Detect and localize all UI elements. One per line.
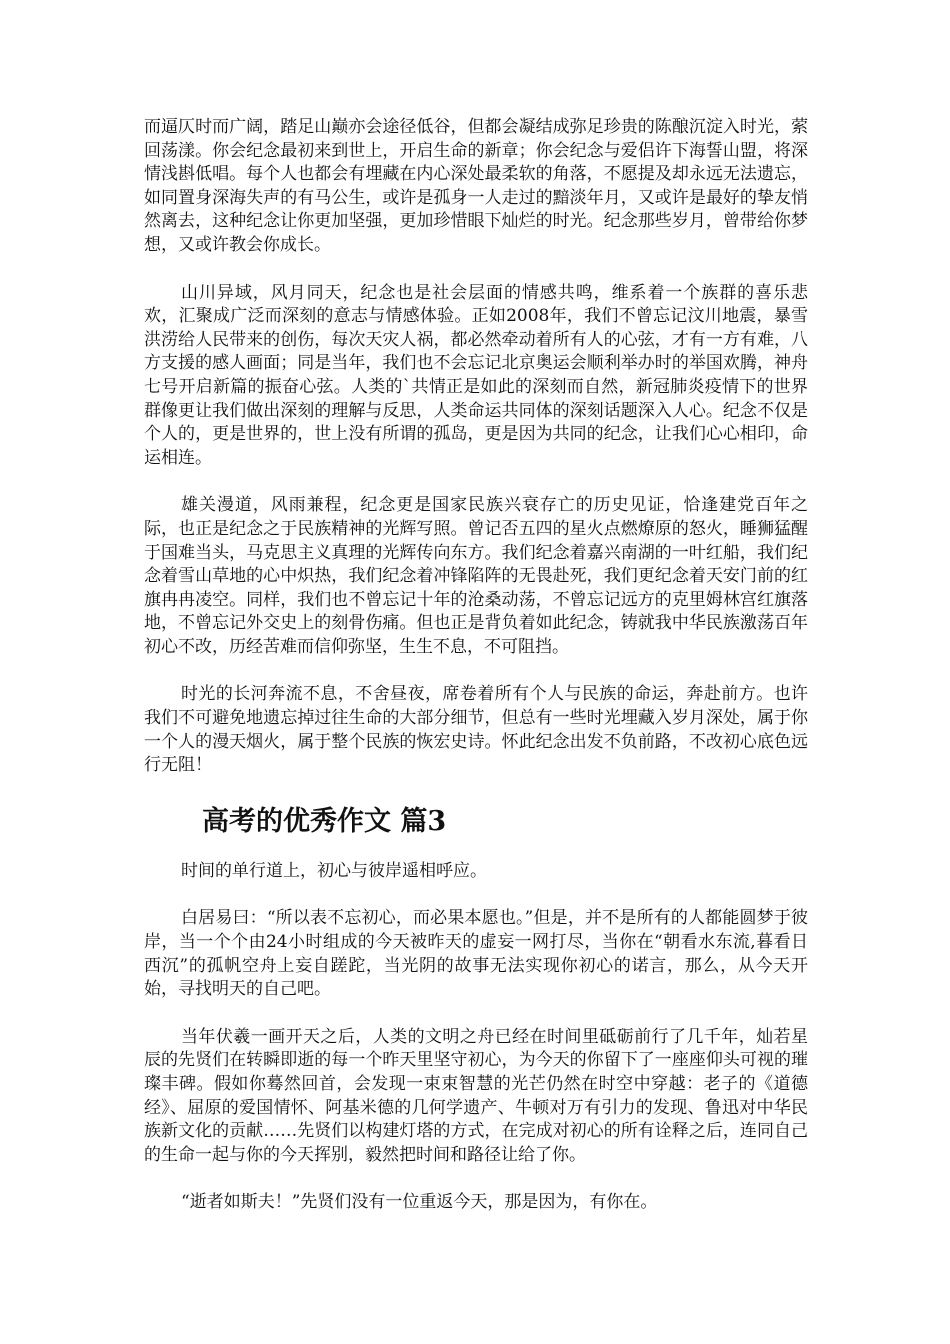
essay-body <box>144 116 808 1239</box>
section-heading: 高考的优秀作文 篇3 <box>202 805 447 837</box>
paragraph: 雄关漫道，风雨兼程，纪念更是国家民族兴衰存亡的历史见证，恰逢建党百年之际，也正是纪念之于民族精神的光辉写照。曾记否五四的星火点燃燎原的怒火，睡狮猛醒于国难当头，马克思主义真理的光辉传向东方。我们纪念着嘉兴南湖的一叶红船，我们纪念着雪山草地的心中炽热，我们纪念着冲锋陷阵的无畏赴死，我们更纪念着天安门前的红旗冉冉凌空。同样，我们也不曾忘记十年的沧桑动荡，不曾忘记远方的克里姆林宫红旗落地，不曾忘记外交史上的刻骨伤痛。但也正是背负着如此纪念，铸就我中华民族激荡百年初心不改，历经苦难而信仰弥坚，生生不息，不可阻挡。 <box>144 495 808 657</box>
paragraph: 山川异域，风月同天，纪念也是社会层面的情感共鸣，维系着一个族群的喜乐悲欢，汇聚成广泛而深刻的意志与情感体验。正如2008年，我们不曾忘记汶川地震，暴雪洪涝给人民带来的创伤，每次天灾人祸，都必然牵动着所有人的心弦，才有一方有难，八方支援的感人画面；同是当年，我们也不会忘记北京奥运会顺利举办时的举国欢腾，神舟七号开启新篇的振奋心弦。人类的`共情正是如此的深刻而自然，新冠肺炎疫情下的世界群像更让我们做出深刻的理解与反思，人类命运共同体的深刻话题深入人心。纪念不仅是个人的，更是世界的，世上没有所谓的孤岛，更是因为共同的纪念，让我们心心相印，命运相连。 <box>144 282 808 468</box>
paragraph: “逝者如斯夫！”先贤们没有一位重返今天，那是因为，有你在。 <box>181 1192 658 1213</box>
paragraph-continued: 而逼仄时而广阔，踏足山巅亦会途径低谷，但都会凝结成弥足珍贵的陈酿沉淀入时光，萦回荡漾。你会纪念最初来到世上，开启生命的新章；你会纪念与爱侣许下海誓山盟，将深情浅斟低唱。每个人也都会有埋藏在内心深处最柔软的角落，不愿提及却永远无法遗忘，如同置身深海失声的有马公生，或许是孤身一人走过的黯淡年月，又或许是最好的挚友悄然离去，这种纪念让你更加坚强，更加珍惜眼下灿烂的时光。纪念那些岁月，曾带给你梦想，又或许教会你成长。 <box>144 117 808 255</box>
paragraph: 白居易曰：“所以表不忘初心，而必果本愿也。”但是，并不是所有的人都能圆梦于彼岸，当一个个由24小时组成的今天被昨天的虚妄一网打尽，当你在“朝看水东流,暮看日西沉”的孤帆空舟上妄自蹉跎，当光阴的故事无法实现你初心的诺言，那么，从今天开始，寻找明天的自己吧。 <box>144 908 808 1000</box>
paragraph: 时间的单行道上，初心与彼岸遥相呼应。 <box>181 860 487 881</box>
paragraph: 当年伏羲一画开天之后，人类的文明之舟已经在时间里砥砺前行了几千年，灿若星辰的先贤们在转瞬即逝的每一个昨天里坚守初心，为今天的你留下了一座座仰头可视的璀璨丰碑。假如你蓦然回首，会发现一束束智慧的光芒仍然在时空中穿越：老子的《道德经》、屈原的爱国情怀、阿基米德的几何学遗产、牛顿对万有引力的发现、鲁迅对中华民族新文化的贡献……先贤们以构建灯塔的方式，在完成对初心的所有诠释之后，连同自己的生命一起与你的今天挥别，毅然把时间和路径让给了你。 <box>144 1026 808 1165</box>
paragraph: 时光的长河奔流不息，不舍昼夜，席卷着所有个人与民族的命运，奔赴前方。也许我们不可避免地遗忘掉过往生命的大部分细节，但总有一些时光埋藏入岁月深处，属于你一个人的漫天烟火，属于整个民族的恢宏史诗。怀此纪念出发不负前路，不改初心底色远行无阻！ <box>144 684 808 776</box>
